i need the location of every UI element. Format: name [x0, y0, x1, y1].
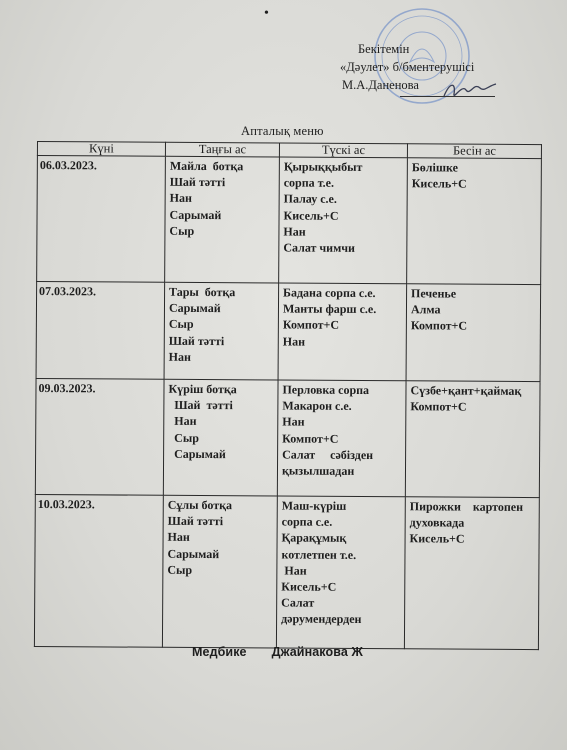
menu-item: Нан	[167, 530, 190, 545]
menu-item: Шай тәтті	[169, 175, 226, 190]
menu-item: Нан	[282, 414, 305, 430]
menu-item: Кисель+С	[409, 531, 465, 547]
table-row	[35, 378, 540, 497]
menu-item: Компот+С	[282, 431, 339, 446]
nurse-role: Медбике	[192, 645, 247, 659]
date-cell: 10.03.2023.	[34, 494, 163, 647]
menu-item: Сарымай	[168, 301, 221, 316]
table-row	[36, 282, 541, 382]
menu-item: Қырыққыбыт	[283, 159, 363, 174]
lunch-cell	[277, 380, 406, 497]
date-cell: 09.03.2023.	[35, 378, 164, 495]
menu-item: Компот+С	[410, 399, 467, 414]
menu-item: Компот+С	[410, 318, 468, 334]
header-breakfast: Таңғы ас	[165, 142, 279, 157]
nurse-signature-line	[192, 645, 363, 659]
menu-item: Компот+С	[282, 317, 340, 333]
menu-item: Салат сәбізден	[282, 447, 374, 462]
header-lunch: Түскі ас	[279, 143, 407, 158]
menu-item: Нан	[283, 224, 306, 239]
header-date: Күні	[37, 142, 165, 157]
menu-item: Нан	[282, 334, 306, 349]
breakfast-cell	[164, 282, 279, 380]
menu-item: Сыр	[167, 562, 193, 577]
menu-item: Макарон с.е.	[282, 398, 352, 414]
menu-item: Салат	[281, 595, 315, 610]
menu-item: Күріш ботқа	[168, 381, 237, 397]
menu-item: Нан	[168, 414, 197, 429]
menu-item: Перловка сорпа	[282, 382, 370, 398]
menu-item: Сыр	[168, 317, 194, 332]
menu-item: Сарымай	[167, 546, 220, 561]
menu-item: Сарымай	[168, 446, 226, 461]
breakfast-cell	[162, 495, 277, 648]
menu-item: Шай тәтті	[167, 514, 224, 529]
snack-cell	[405, 381, 540, 498]
menu-item: котлетпен т.е.	[281, 547, 357, 562]
menu-item: сорпа с.е.	[281, 514, 333, 530]
ink-dot: •	[264, 6, 269, 21]
signature-icon	[440, 78, 500, 102]
snack-cell	[407, 158, 542, 285]
menu-item: Нан	[281, 563, 307, 578]
menu-item: Сыр	[169, 223, 195, 238]
breakfast-cell	[165, 156, 280, 283]
table-row	[37, 156, 542, 285]
weekly-menu-table	[34, 141, 542, 650]
menu-item: Сарымай	[169, 207, 222, 222]
date-cell: 06.03.2023.	[37, 156, 166, 283]
approval-position: «Дәулет» б/бментерушісі	[340, 60, 475, 74]
menu-item: Бадана сорпа с.е.	[283, 285, 376, 301]
menu-item: Нан	[168, 349, 191, 364]
menu-item: Манты фарш с.е.	[282, 301, 377, 317]
menu-item: Кисель+С	[411, 176, 467, 191]
menu-item: духовкада	[409, 515, 465, 530]
menu-item: Сұлы ботқа	[167, 497, 233, 513]
menu-item: Шай тәтті	[168, 333, 225, 348]
menu-item: Қарақұмық	[281, 530, 347, 546]
menu-item: Кисель+С	[281, 579, 337, 594]
snack-cell	[404, 497, 539, 650]
menu-item: Салат чимчи	[283, 240, 356, 255]
menu-item: сорпа т.е.	[283, 175, 335, 191]
menu-item: Шай тәтті	[168, 398, 233, 413]
menu-item: Печенье	[411, 286, 457, 301]
menu-item: Бөлішке	[411, 160, 458, 175]
approval-heading: Бекітемін	[358, 42, 410, 56]
header-snack: Бесін ас	[407, 144, 541, 159]
menu-item: Сүзбе+қант+қаймақ	[410, 383, 522, 398]
table-row	[34, 494, 539, 649]
menu-item: Сыр	[168, 430, 199, 445]
date-cell: 07.03.2023.	[36, 282, 165, 380]
menu-item: Маш-күріш	[281, 498, 347, 513]
menu-item: Тары ботқа	[169, 284, 236, 300]
approval-signatory: М.А.Даненова	[342, 78, 419, 92]
menu-item: Нан	[169, 191, 192, 206]
menu-item: Пирожки картопен	[409, 499, 524, 514]
page-title: Апталық меню	[241, 124, 324, 138]
nurse-name: Джайнакова Ж	[271, 645, 363, 659]
snack-cell	[406, 284, 541, 382]
menu-item: Майла ботқа	[169, 158, 244, 174]
lunch-cell	[276, 496, 405, 649]
menu-item: дәрумендерден	[281, 611, 362, 627]
menu-item: Палау с.е.	[283, 191, 337, 207]
menu-item: қызылшадан	[281, 463, 355, 478]
breakfast-cell	[163, 379, 278, 496]
menu-item: Кисель+С	[283, 208, 339, 223]
lunch-cell	[278, 283, 407, 381]
lunch-cell	[279, 157, 408, 284]
menu-item: Алма	[410, 302, 441, 317]
